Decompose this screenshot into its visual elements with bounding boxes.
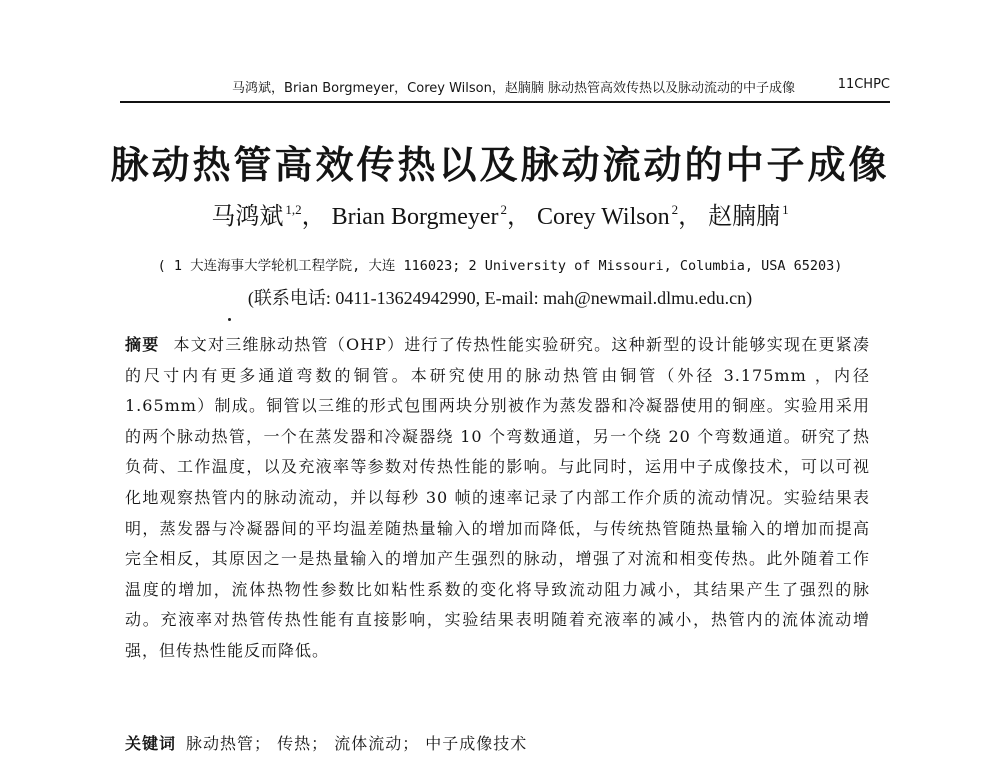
author-separator: ， — [507, 204, 531, 230]
author-name: 赵腩腩 — [708, 204, 781, 230]
author-name: 马鸿斌 — [211, 204, 284, 230]
abstract-text: 本文对三维脉动热管（OHP）进行了传热性能实验研究。这种新型的设计能够实现在更紧凑的尺寸内有更多通道弯数的铜管。本研究使用的脉动热管由铜管（外径 3.175mm ，内径 1.65mm）制成。铜管以三维的形式包围两块分别被作为蒸发器和冷凝器使用的铜座。实验用采用的两个脉动热管，一个在蒸发器和冷凝器绕 10 个弯数通道，另一个绕 20 个弯数通道。研究了热负荷、工作温度，以及充液率等参数对传热性能的影响。与此同时，运用中子成像技术，可以可视化地观察热管内的脉动流动，并以每秒 30 帧的速率记录了内部工作介质的流动情况。实验结果表明，蒸发器与冷凝器间的平均温差随热量输入的增加而降低，与传统热管随热量输入的增加而提高完全相反，其原因之一是热量输入的增加产生强烈的脉动，增强了对流和相变传热。此外随着工作温度的增加，流体热物性参数比如粘性系数的变化将导致流动阻力减小，其结果产生了强烈的脉动。充液率对热管传热性能有直接影响，实验结果表明随着充液率的减小，热管内的流体流动增强，但传热性能反而降低。 — [125, 335, 870, 660]
running-header-authors-title: 马鸿斌，Brian Borgmeyer，Corey Wilson，赵腩腩 脉动热管高效传热以及脉动流动的中子成像 — [232, 81, 795, 96]
contact-info: (联系电话: 0411-13624942990, E-mail: mah@newmail.dlmu.edu.cn) — [247, 288, 753, 308]
author-list — [0, 196, 1000, 231]
author-name: Brian Borgmeyer — [331, 204, 499, 230]
affiliations: ( 1 大连海事大学轮机工程学院, 大连 116023; 2 University of Missouri, Columbia, USA 65203) — [157, 258, 843, 274]
running-header-conference: 11CHPC — [837, 77, 890, 92]
author-affiliation-mark: 2 — [671, 202, 679, 217]
keywords-label: 关键词 — [125, 734, 177, 753]
abstract — [125, 330, 870, 667]
stray-mark — [228, 318, 231, 321]
author-affiliation-mark: 1 — [782, 202, 789, 217]
author-name: Corey Wilson — [537, 204, 670, 230]
keywords — [125, 731, 527, 754]
author-affiliation-mark: 1,2 — [285, 202, 302, 217]
author-affiliation-mark: 2 — [500, 202, 507, 217]
header-rule — [120, 101, 890, 103]
running-header — [120, 75, 890, 101]
paper-title: 脉动热管高效传热以及脉动流动的中子成像 — [110, 143, 890, 187]
keywords-text: 脉动热管； 传热； 流体流动； 中子成像技术 — [186, 734, 528, 753]
author-separator: ， — [301, 204, 326, 230]
abstract-label: 摘要 — [125, 335, 160, 354]
author-separator: ， — [678, 204, 703, 230]
